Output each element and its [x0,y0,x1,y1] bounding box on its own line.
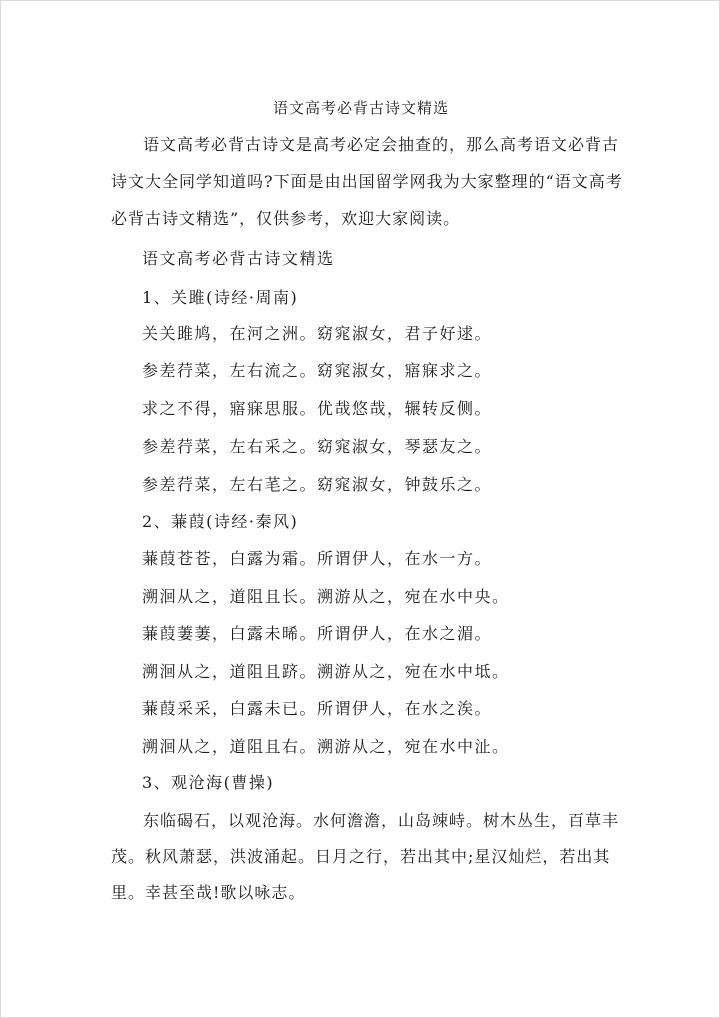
poem-paragraph [111,803,636,911]
poem-text: 东临碣石，以观沧海。水何澹澹，山岛竦峙。树木丛生，百草丰茂。秋风萧瑟，洪波涌起。日月之行，若出其中;星汉灿烂，若出其里。幸甚至哉!歌以咏志。 [111,811,620,902]
section-heading: 1、关雎(诗经·周南) [142,288,299,307]
section-heading: 3、观沧海(曹操) [142,773,275,792]
document-title: 语文高考必背古诗文精选 [272,99,449,117]
intro-paragraph [111,126,631,237]
poem-line: 溯洄从之，道阻且长。溯游从之，宛在水中央。 [142,587,510,606]
poem-line: 溯洄从之，道阻且右。溯游从之，宛在水中沚。 [142,737,510,756]
poem-line: 求之不得，寤寐思服。优哉悠哉，辗转反侧。 [142,399,493,418]
section-heading: 2、蒹葭(诗经·秦风) [142,512,299,531]
poem-line: 蒹葭萋萋，白露未晞。所谓伊人，在水之湄。 [142,624,493,643]
intro-text: 语文高考必背古诗文是高考必定会抽查的，那么高考语文必背古诗文大全同学知道吗?下面是由出国留学网我为大家整理的“语文高考必背古诗文精选”，仅供参考，欢迎大家阅读。 [111,135,623,228]
poem-line: 关关雎鸠，在河之洲。窈窕淑女，君子好逑。 [142,324,493,343]
poem-line: 参差荇菜，左右流之。窈窕淑女，寤寐求之。 [142,361,493,380]
poem-line: 溯洄从之，道阻且跻。溯游从之，宛在水中坻。 [142,662,510,681]
subtitle: 语文高考必背古诗文精选 [142,249,335,268]
poem-line: 参差荇菜，左右芼之。窈窕淑女，钟鼓乐之。 [142,475,493,494]
poem-line: 蒹葭苍苍，白露为霜。所谓伊人，在水一方。 [142,549,493,568]
poem-line: 蒹葭采采，白露未已。所谓伊人，在水之涘。 [142,699,493,718]
poem-line: 参差荇菜，左右采之。窈窕淑女，琴瑟友之。 [142,437,493,456]
